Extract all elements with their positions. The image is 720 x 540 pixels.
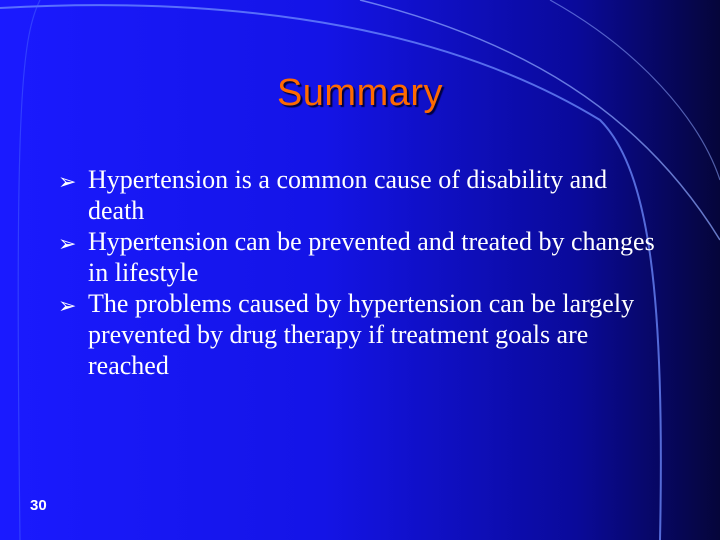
bullet-text: Hypertension can be prevented and treated by changes in lifestyle	[88, 227, 655, 287]
slide-number: 30	[30, 497, 47, 514]
bullet-text: Hypertension is a common cause of disability and death	[88, 165, 608, 225]
slide-title: Summary	[276, 72, 444, 114]
bullet-item	[58, 226, 658, 288]
bullet-text: The problems caused by hypertension can be largely prevented by drug therapy if treatment goals are reached	[88, 289, 635, 380]
arrow-bullet-icon: ➢	[58, 294, 77, 319]
arrow-bullet-icon: ➢	[58, 232, 77, 257]
bullet-item	[58, 288, 658, 381]
arrow-bullet-icon: ➢	[58, 170, 77, 195]
bullet-item	[58, 164, 658, 226]
bullet-list	[58, 164, 658, 381]
